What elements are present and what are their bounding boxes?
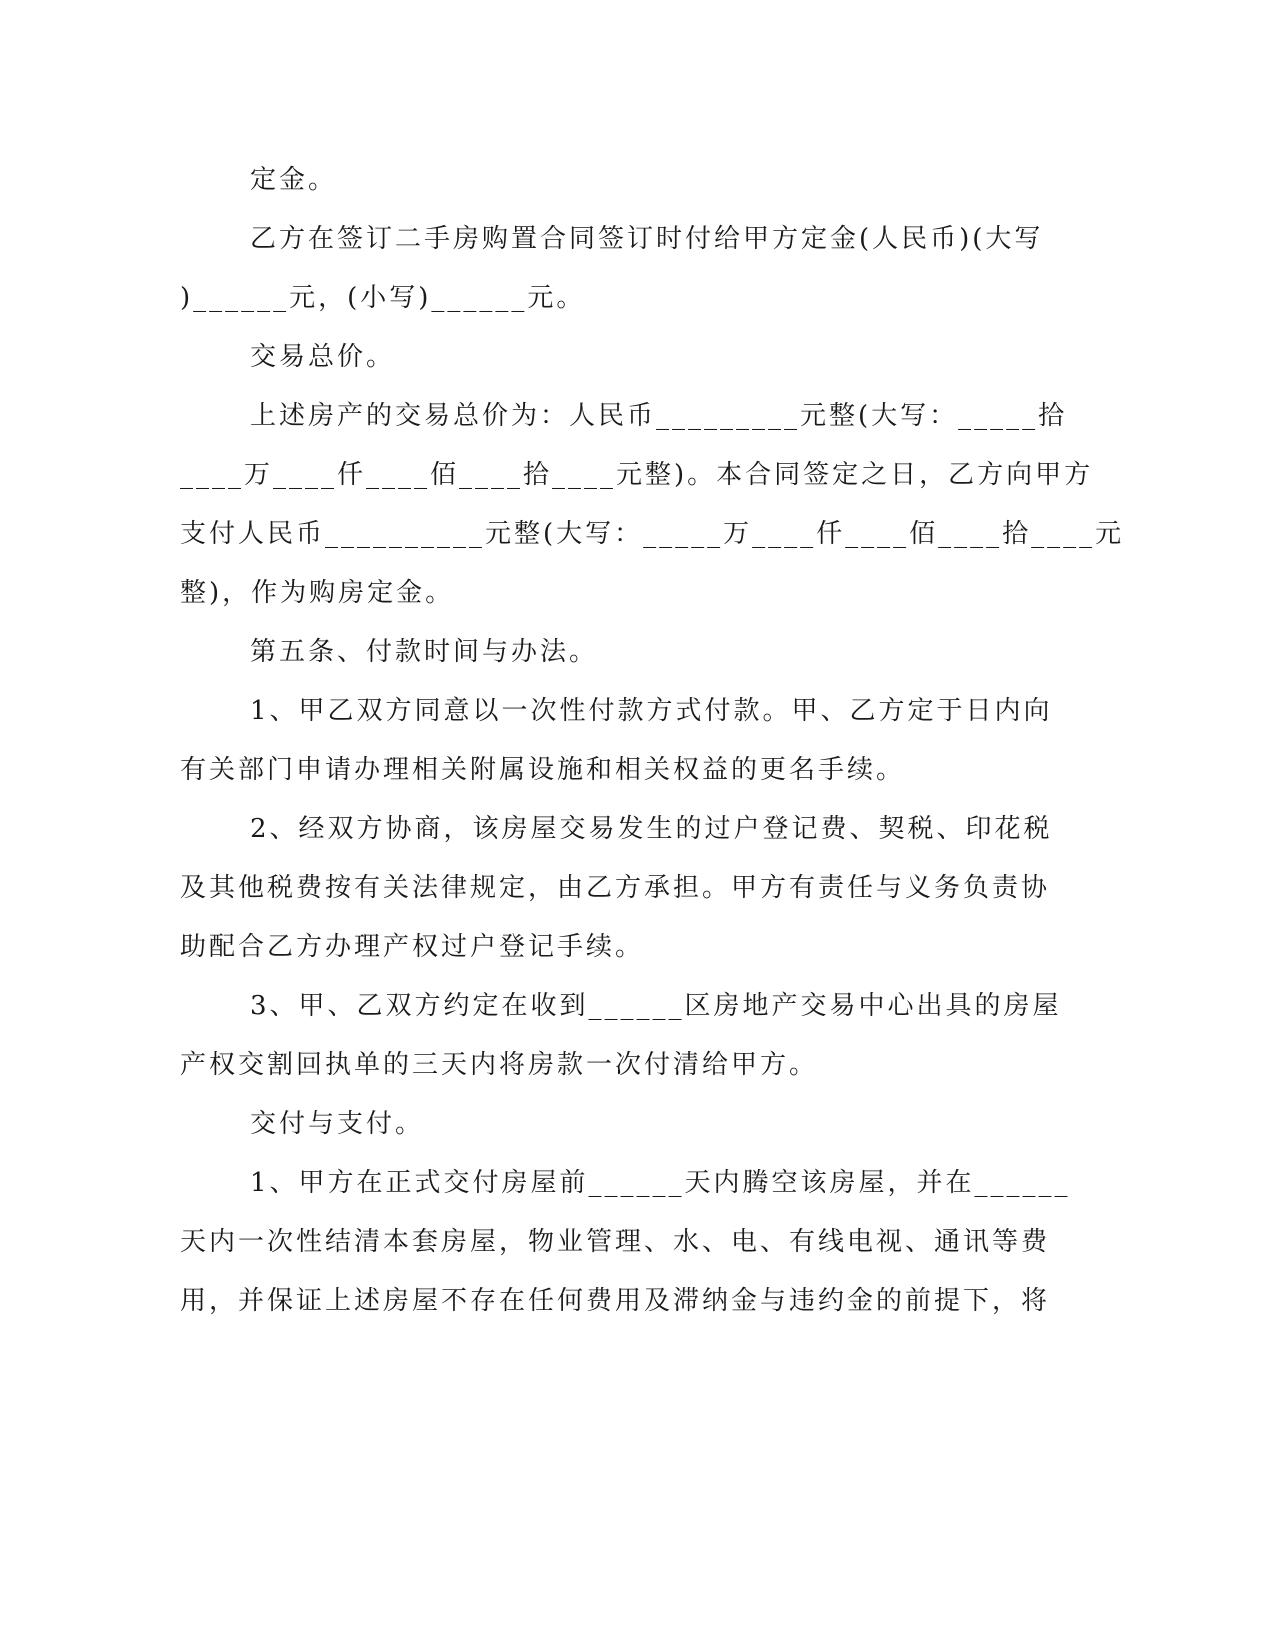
text-line: 助配合乙方办理产权过户登记手续。 [180, 932, 645, 962]
section-heading: 第五条、付款时间与办法。 [250, 637, 599, 667]
text-line: 交易总价。 [250, 342, 396, 372]
text-line: 及其他税费按有关法律规定，由乙方承担。甲方有责任与义务负责协 [180, 873, 1051, 903]
text-line: )______元，(小写)______元。 [180, 283, 586, 313]
text-line: 2、经双方协商，该房屋交易发生的过户登记费、契税、印花税 [250, 814, 1053, 844]
text-line: 产权交割回执单的三天内将房款一次付清给甲方。 [180, 1050, 819, 1080]
text-line: 上述房产的交易总价为：人民币_________元整(大写：_____拾 [250, 401, 1068, 431]
text-line: 整)，作为购房定金。 [180, 578, 455, 608]
text-line: 有关部门申请办理相关附属设施和相关权益的更名手续。 [180, 755, 906, 785]
text-line: 交付与支付。 [250, 1109, 425, 1139]
text-line: 1、甲方在正式交付房屋前______天内腾空该房屋，并在______ [250, 1168, 1071, 1198]
text-line: 支付人民币__________元整(大写：_____万____仟____佰____拾____元 [180, 519, 1125, 549]
text-line: 用，并保证上述房屋不存在任何费用及滞纳金与违约金的前提下，将 [180, 1286, 1051, 1316]
text-line: 定金。 [250, 165, 338, 195]
text-line: 乙方在签订二手房购置合同签订时付给甲方定金(人民币)(大写 [250, 224, 1044, 254]
text-line: 3、甲、乙双方约定在收到______区房地产交易中心出具的房屋 [250, 991, 1062, 1021]
text-line: ____万____仟____佰____拾____元整)。本合同签定之日，乙方向甲方 [180, 460, 1094, 490]
text-line: 天内一次性结清本套房屋，物业管理、水、电、有线电视、通讯等费 [180, 1227, 1051, 1257]
text-line: 1、甲乙双方同意以一次性付款方式付款。甲、乙方定于日内向 [250, 696, 1053, 726]
